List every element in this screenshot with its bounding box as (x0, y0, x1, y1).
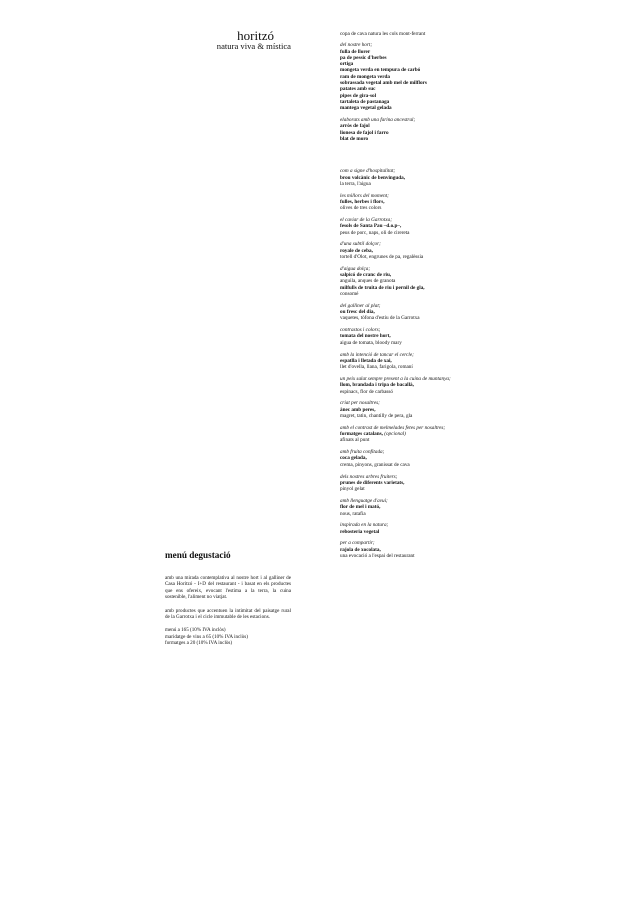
dish-name: pa de pessic d'herbes (340, 54, 387, 61)
welcome-drink: copa de cava natura les cols mont-ferrant (340, 31, 426, 37)
course-intro: com a signe d'hospitalitat; (340, 168, 396, 175)
price-menu: menú a 165 (10% IVA inclòs) (165, 627, 226, 634)
dish-description: espinacs, flor de carbassó (340, 388, 394, 395)
dish-name: patates amb suc (340, 86, 376, 93)
dish-name: fulla de llorer (340, 48, 371, 55)
dish-name: lionesa de fajol i farro (340, 129, 389, 136)
intro-paragraph: amb una mirada contemplativa al nostre hort i al galliner de Casa Horitzó - I+D del restaurant - i basat en els productes que ens ofereix, evocant l'estima a la terra, la cuina sostenible, l'aliment no viatjat. (165, 575, 291, 601)
dish-description: magret, tatin, chantilly de pera, gla (340, 412, 413, 419)
course-list (340, 42, 475, 559)
course-intro: inspirada en la natura; (340, 522, 389, 529)
course-intro: contrastos i colors; (340, 327, 381, 334)
course-intro: dels nostres arbres fruiters; (340, 473, 398, 480)
dish-name: arròs de fajol (340, 123, 370, 130)
course-section (340, 449, 475, 468)
dish-name: ortiga (340, 61, 354, 68)
course-section (340, 400, 475, 419)
restaurant-title: horitzó (237, 28, 274, 43)
dish-name: prunes de diferents varietats, (340, 479, 405, 486)
dish-description: la terra, l'aigua (340, 180, 371, 187)
intro-paragraph: amb productes que accentuen la intimitat del paisatge rural de la Garrotxa i el cicle immutable de les estacions. (165, 607, 291, 621)
dish-name-text: formatges catalans, (340, 431, 383, 438)
dish-name: blat de moro (340, 135, 369, 142)
course-section (340, 327, 475, 346)
dishes-column (340, 31, 475, 565)
dish-description: nous, ratafia (340, 510, 366, 517)
course-section (340, 217, 475, 236)
dish-name: mantega vegetal gelada (340, 105, 392, 112)
dish-name: royale de ceba, (340, 247, 373, 254)
dish-name: tartaleta de pastanaga (340, 98, 390, 105)
course-section (340, 266, 475, 297)
course-section (340, 352, 475, 371)
price-cheeses: formatges a 20 (10% IVA inclòs) (165, 640, 233, 647)
dish-description: afinats al punt (340, 437, 370, 444)
dish-name: rajola de xocolata, (340, 546, 381, 553)
course-intro: per a compartir; (340, 540, 375, 547)
dish-name: tomata del nostre hort, (340, 333, 391, 340)
course-section (340, 474, 475, 493)
dish-name: salpicó de cranc de riu, (340, 272, 392, 279)
course-section (340, 303, 475, 322)
dish-name: llom, brandada i tripa de bacallà, (340, 382, 414, 389)
course-intro: un peix salat sempre present a la cuina de muntanya; (340, 375, 451, 382)
dish-name: milfulls de truita de riu i pernil de gla, (340, 284, 425, 291)
dish-description: llet d'ovella, llana, farigola, romaní (340, 364, 413, 371)
course-section (340, 117, 475, 142)
course-section (340, 241, 475, 260)
course-intro: amb el contrast de melmelades fetes per nosaltres; (340, 424, 446, 431)
dish-name: ram de mongeta verda (340, 73, 390, 80)
course-intro: elaborats amb una farina ancestral; (340, 117, 416, 124)
course-section (340, 193, 475, 212)
menu-title: menú degustació (165, 550, 231, 560)
price-wine-pairing: maridatge de vins a 65 (10% IVA inclòs) (165, 633, 248, 640)
dish-name: flor de mel i mató, (340, 504, 381, 511)
dish-name: fulles, herbes i flors, (340, 198, 385, 205)
course-section (340, 522, 475, 535)
optional-note: (opcional) (384, 431, 406, 438)
dish-description: consomé (340, 291, 359, 297)
dish-name: coca gelada, (340, 455, 367, 462)
course-intro: del nostre hort; (340, 42, 373, 49)
restaurant-subtitle: natura viva & mística (216, 41, 291, 51)
dish-name: ou fresc del dia, (340, 309, 375, 316)
course-intro: del galliner al plat; (340, 302, 381, 309)
dish-description: tortell d'Olot, engrunes de pa, regalèssia (340, 254, 424, 261)
menu-description-column (165, 549, 291, 647)
dish-description: vaquetes, tòfona d'estiu de la Garrotxa (340, 315, 420, 322)
course-intro: el caviar de la Garrotxa; (340, 217, 392, 224)
course-intro: les millors del moment; (340, 192, 389, 199)
dish-description: olives de tres colors (340, 205, 382, 212)
dish-name: ànec amb peres, (340, 406, 376, 413)
dish-description: anguila, anques de granota (340, 278, 396, 285)
course-section (340, 376, 475, 395)
course-intro: amb llenguatge d'avui; (340, 497, 388, 504)
dish-name: brou volcànic de benvinguda, (340, 174, 406, 181)
dish-name: fesols de Santa Pau –d.o.p–, (340, 223, 402, 230)
dish-description: aigua de tomata, bloody mary (340, 339, 402, 346)
dish-description: pinyol gelat (340, 486, 365, 493)
dish-description: peus de porc, naps, oli de cirereta (340, 229, 410, 236)
course-section (340, 425, 475, 444)
dish-description: crema, pinyons, granissat de cava (340, 461, 410, 468)
dish-name: espatlla i lletada de xai, (340, 357, 392, 364)
course-section (340, 42, 475, 111)
course-intro: amb la intenció de tancar el cercle; (340, 351, 414, 358)
course-section (340, 540, 475, 559)
course-intro: amb fruita confitada; (340, 449, 385, 456)
dish-name: rebosteria vegetal (340, 528, 380, 535)
course-section (340, 498, 475, 517)
dish-name: sobrassada vegetal amb mel de milflors (340, 80, 427, 87)
course-intro: d'aigua dolça; (340, 265, 371, 272)
dish-name: pipes de gira-sol (340, 92, 377, 99)
course-section (340, 168, 475, 187)
course-intro: criat per nosaltres; (340, 400, 380, 407)
course-intro: d'una subtil dolçor; (340, 241, 381, 248)
dish-description: una evocació a l'espai del restaurant (340, 553, 415, 559)
price-list (165, 627, 291, 646)
dish-name: mongeta verda en tempura de carbó (340, 67, 421, 74)
